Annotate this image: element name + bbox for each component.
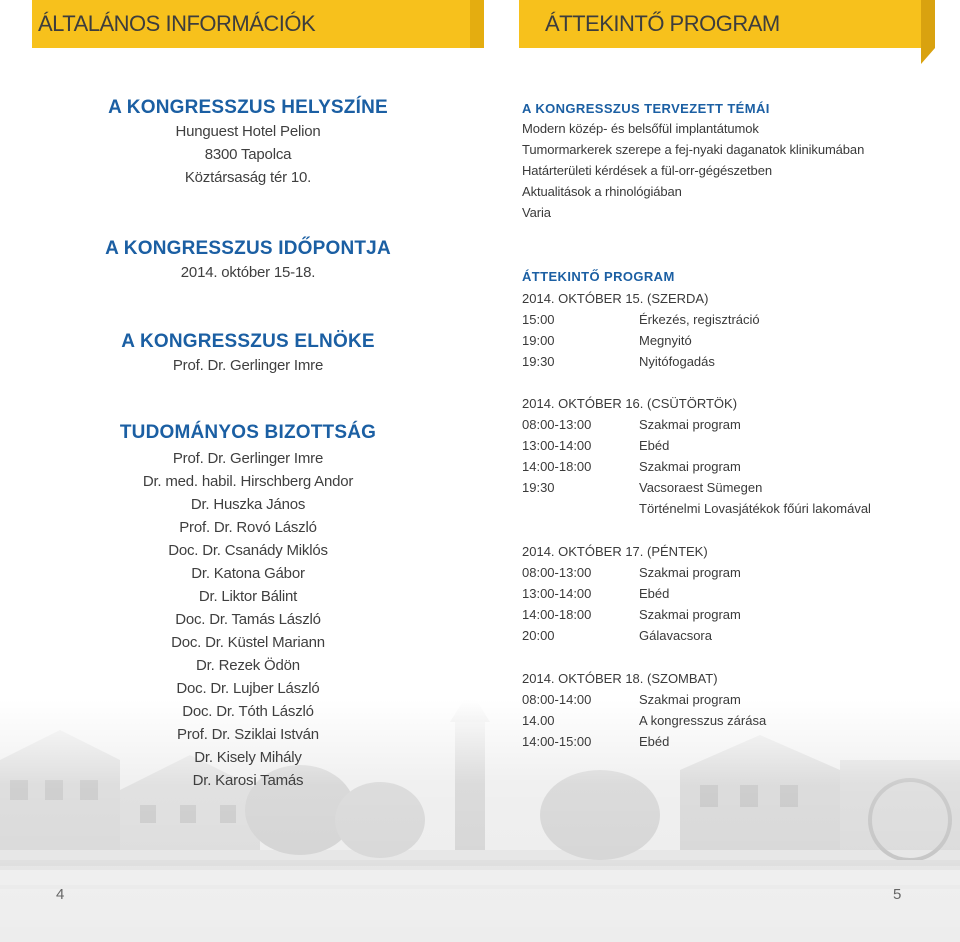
date-value: 2014. október 15-18. xyxy=(180,264,316,281)
row-time: 19:30 xyxy=(522,354,555,369)
program-row xyxy=(522,583,942,604)
venue-line: Köztársaság tér 10. xyxy=(184,169,312,186)
program-overview-title: ÁTTEKINTŐ PROGRAM xyxy=(545,11,780,36)
program-row xyxy=(522,477,942,498)
row-event: Történelmi Lovasjátékok főúri lakomával xyxy=(639,501,871,516)
tab-fold xyxy=(921,0,935,64)
row-event: Ebéd xyxy=(639,586,670,601)
program-row xyxy=(522,625,942,646)
row-event: Gálavacsora xyxy=(639,628,712,643)
president-name: Prof. Dr. Gerlinger Imre xyxy=(172,357,324,374)
program-day xyxy=(522,393,942,519)
row-event: Szakmai program xyxy=(639,417,741,432)
program-row xyxy=(522,351,942,372)
committee-member: Dr. Rezek Ödön xyxy=(196,657,300,674)
tab-shade xyxy=(470,0,484,48)
committee-member: Dr. med. habil. Hirschberg Andor xyxy=(142,473,354,490)
day-title: 2014. OKTÓBER 18. (SZOMBAT) xyxy=(522,671,718,686)
day-title: 2014. OKTÓBER 16. (CSÜTÖRTÖK) xyxy=(522,396,738,411)
program-section xyxy=(522,268,675,286)
general-info-tab xyxy=(32,0,484,48)
row-time: 20:00 xyxy=(522,628,555,643)
program-day xyxy=(522,288,942,372)
program-row xyxy=(522,562,942,583)
row-time: 13:00-14:00 xyxy=(522,438,592,453)
committee-member: Dr. Karosi Tamás xyxy=(192,772,304,789)
row-time: 19:00 xyxy=(522,333,555,348)
committee-member: Dr. Katona Gábor xyxy=(191,565,305,582)
president-section xyxy=(0,330,496,377)
committee-member: Prof. Dr. Gerlinger Imre xyxy=(172,450,324,467)
topic-item: Tumormarkerek szerepe a fej-nyaki daganatok klinikumában xyxy=(522,142,865,157)
row-event: A kongresszus zárása xyxy=(639,713,767,728)
row-time: 14:00-18:00 xyxy=(522,607,592,622)
topics-heading: A KONGRESSZUS TERVEZETT TÉMÁI xyxy=(522,101,770,116)
page-number-right: 5 xyxy=(893,886,902,903)
committee-member: Doc. Dr. Tóth László xyxy=(182,703,314,720)
venue-line: 8300 Tapolca xyxy=(204,146,292,163)
row-event: Érkezés, regisztráció xyxy=(639,312,760,327)
venue-heading: A KONGRESSZUS HELYSZÍNE xyxy=(108,97,388,118)
program-row xyxy=(522,710,942,731)
program-row xyxy=(522,309,942,330)
venue-section xyxy=(0,96,496,189)
committee-member: Doc. Dr. Lujber László xyxy=(176,680,320,697)
row-time: 14:00-18:00 xyxy=(522,459,592,474)
row-event: Ebéd xyxy=(639,438,670,453)
row-event: Szakmai program xyxy=(639,607,741,622)
date-section xyxy=(0,237,496,284)
committee-member: Doc. Dr. Küstel Mariann xyxy=(171,634,325,651)
row-event: Szakmai program xyxy=(639,459,741,474)
program-heading: ÁTTEKINTŐ PROGRAM xyxy=(522,269,675,284)
row-time: 08:00-13:00 xyxy=(522,565,592,580)
topic-item: Aktualitások a rhinológiában xyxy=(522,184,682,199)
date-heading: A KONGRESSZUS IDŐPONTJA xyxy=(105,238,391,259)
program-row xyxy=(522,330,942,351)
day-title: 2014. OKTÓBER 17. (PÉNTEK) xyxy=(522,544,708,559)
program-row xyxy=(522,435,942,456)
topic-item: Határterületi kérdések a fül-orr-gégészetben xyxy=(522,163,772,178)
program-overview-tab xyxy=(519,0,921,48)
row-event: Szakmai program xyxy=(639,692,741,707)
row-time: 19:30 xyxy=(522,480,555,495)
row-event: Vacsoraest Sümegen xyxy=(639,480,763,495)
row-time: 14.00 xyxy=(522,713,555,728)
row-time xyxy=(522,498,639,519)
venue-line: Hunguest Hotel Pelion xyxy=(175,123,321,140)
program-row xyxy=(522,414,942,435)
row-time: 13:00-14:00 xyxy=(522,586,592,601)
row-time: 14:00-15:00 xyxy=(522,734,592,749)
program-row xyxy=(522,731,942,752)
day-title: 2014. OKTÓBER 15. (SZERDA) xyxy=(522,291,709,306)
committee-section xyxy=(0,421,496,792)
program-day xyxy=(522,541,942,646)
row-event: Ebéd xyxy=(639,734,670,749)
program-row xyxy=(522,604,942,625)
row-event: Megnyitó xyxy=(639,333,692,348)
row-event: Szakmai program xyxy=(639,565,741,580)
topics-section xyxy=(522,100,864,223)
committee-member: Dr. Liktor Bálint xyxy=(198,588,298,605)
row-time: 08:00-14:00 xyxy=(522,692,592,707)
committee-member: Dr. Kisely Mihály xyxy=(194,749,302,766)
topic-item: Modern közép- és belsőfül implantátumok xyxy=(522,121,759,136)
committee-member: Prof. Dr. Sziklai István xyxy=(177,726,319,743)
committee-member: Doc. Dr. Tamás László xyxy=(175,611,321,628)
row-time: 15:00 xyxy=(522,312,555,327)
committee-member: Prof. Dr. Rovó László xyxy=(179,519,317,536)
row-event: Nyitófogadás xyxy=(639,354,715,369)
committee-member: Doc. Dr. Csanády Miklós xyxy=(168,542,328,559)
program-row xyxy=(522,456,942,477)
topic-item: Varia xyxy=(522,205,551,220)
president-heading: A KONGRESSZUS ELNÖKE xyxy=(121,331,375,352)
general-info-title: ÁLTALÁNOS INFORMÁCIÓK xyxy=(38,11,316,36)
page-number-left: 4 xyxy=(56,886,65,903)
program-row xyxy=(522,689,942,710)
committee-member: Dr. Huszka János xyxy=(190,496,306,513)
program-day xyxy=(522,668,942,752)
committee-heading: TUDOMÁNYOS BIZOTTSÁG xyxy=(119,422,377,443)
program-row xyxy=(522,498,942,519)
row-time: 08:00-13:00 xyxy=(522,417,592,432)
